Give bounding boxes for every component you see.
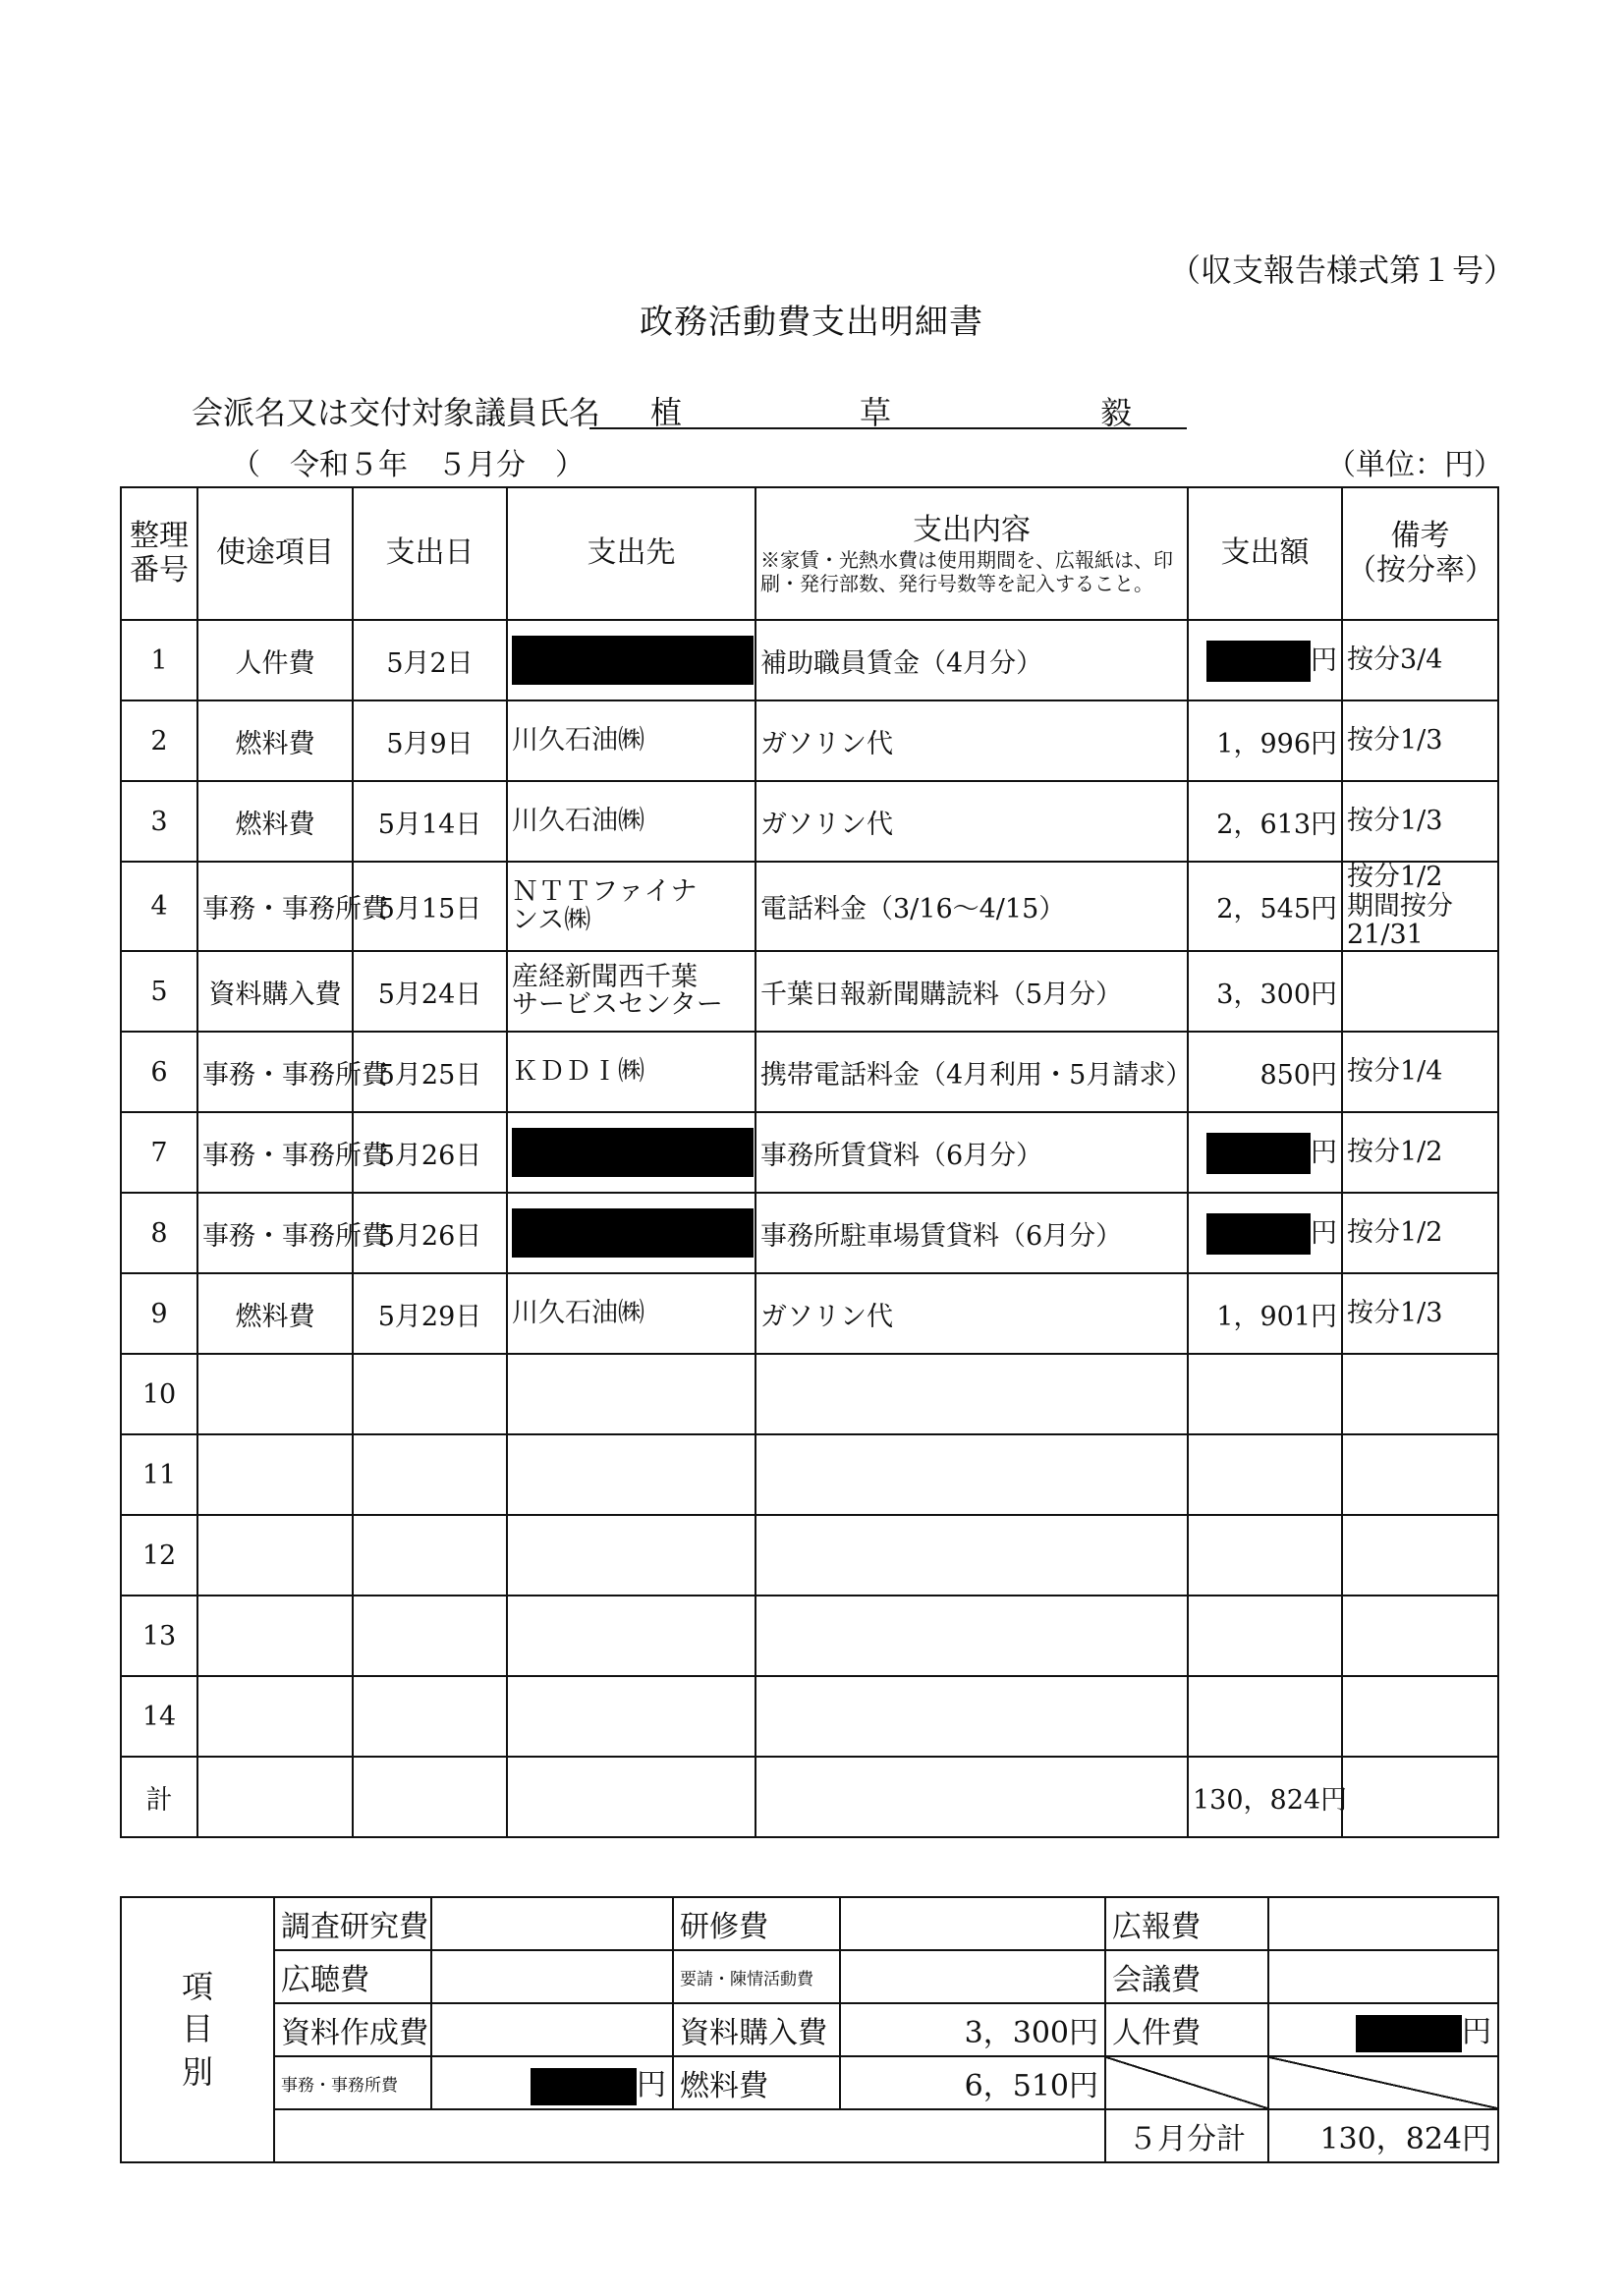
table-row [121, 1032, 1498, 1112]
cat-hearing-label: 広聴費 [274, 1950, 431, 2003]
row-use-category [197, 1676, 353, 1757]
diagonal-cell [1268, 2056, 1498, 2109]
month-total-value: 130，824円 [1268, 2109, 1498, 2162]
row-description: ガソリン代 [756, 781, 1188, 862]
row-amount [1188, 1596, 1342, 1676]
row-number: 4 [121, 862, 197, 951]
row-description: ガソリン代 [756, 700, 1188, 781]
cat-office-unit: 円 [637, 2068, 666, 2102]
category-summary-table [120, 1896, 1499, 2163]
row-use-category: 燃料費 [197, 781, 353, 862]
row-description [756, 1596, 1188, 1676]
row-payee: ＮＴＴファイナ ンス㈱ [507, 862, 756, 951]
row-payee [507, 1354, 756, 1434]
row-description [756, 1676, 1188, 1757]
row-number: 13 [121, 1596, 197, 1676]
cat-meeting-value [1268, 1950, 1498, 2003]
member-label: 会派名又は交付対象議員氏名 [192, 394, 601, 431]
total-amount: 130，824円 [1188, 1757, 1342, 1837]
row-use-category: 事務・事務所費 [197, 862, 353, 951]
row-number: 5 [121, 951, 197, 1032]
table-row [121, 1434, 1498, 1515]
row-use-category [197, 1596, 353, 1676]
redaction-block [1206, 1213, 1311, 1255]
row-amount: 3，300円 [1188, 951, 1342, 1032]
table-header-row [121, 487, 1498, 620]
table-row [121, 620, 1498, 700]
row-amount [1188, 1193, 1342, 1273]
row-date: 5月26日 [353, 1112, 507, 1193]
month-total-label: ５月分計 [1105, 2109, 1268, 2162]
cat-personnel-unit: 円 [1462, 2015, 1491, 2049]
table-row [121, 1596, 1498, 1676]
diagonal-cell [1105, 2056, 1268, 2109]
row-payee: 川久石油㈱ [507, 781, 756, 862]
empty-cell [507, 1757, 756, 1837]
row-use-category: 事務・事務所費 [197, 1193, 353, 1273]
header-use: 使途項目 [197, 487, 353, 620]
total-label: 計 [121, 1757, 197, 1837]
table-row [121, 781, 1498, 862]
document-title: 政務活動費支出明細書 [640, 303, 983, 342]
row-number: 12 [121, 1515, 197, 1596]
cat-petition-label: 要請・陳情活動費 [673, 1950, 840, 2003]
redaction-block [512, 1128, 754, 1177]
row-use-category: 資料購入費 [197, 951, 353, 1032]
row-amount [1188, 1112, 1342, 1193]
row-remarks: 按分1/3 [1342, 1273, 1498, 1354]
row-number: 14 [121, 1676, 197, 1757]
table-row [121, 1354, 1498, 1434]
row-remarks [1342, 1434, 1498, 1515]
row-remarks: 按分3/4 [1342, 620, 1498, 700]
row-number: 3 [121, 781, 197, 862]
member-name-field [589, 388, 1187, 429]
row-number: 9 [121, 1273, 197, 1354]
redaction-block [1206, 641, 1311, 682]
row-date [353, 1515, 507, 1596]
row-payee [507, 1112, 756, 1193]
cat-fuel-label: 燃料費 [673, 2056, 840, 2109]
row-remarks: 按分1/3 [1342, 781, 1498, 862]
row-payee: ＫＤＤＩ㈱ [507, 1032, 756, 1112]
row-number: 10 [121, 1354, 197, 1434]
row-description [756, 1354, 1188, 1434]
row-payee [507, 1434, 756, 1515]
empty-cell [1342, 1757, 1498, 1837]
cat-meeting-label: 会議費 [1105, 1950, 1268, 2003]
table-row [121, 1193, 1498, 1273]
row-description: 千葉日報新聞購読料（5月分） [756, 951, 1188, 1032]
row-amount: 1，996円 [1188, 700, 1342, 781]
row-payee [507, 1676, 756, 1757]
empty-cell [197, 1757, 353, 1837]
table-row [121, 951, 1498, 1032]
cat-fuel-value: 6，510円 [840, 2056, 1105, 2109]
redaction-block [531, 2068, 637, 2105]
header-date: 支出日 [353, 487, 507, 620]
row-payee: 産経新聞西千葉 サービスセンター [507, 951, 756, 1032]
redaction-block [1356, 2015, 1462, 2052]
cat-pr-value [1268, 1897, 1498, 1950]
row-number: 11 [121, 1434, 197, 1515]
empty-cell [756, 1757, 1188, 1837]
row-use-category: 燃料費 [197, 1273, 353, 1354]
row-remarks [1342, 1676, 1498, 1757]
row-remarks: 按分1/2 [1342, 1193, 1498, 1273]
cat-training-value [840, 1897, 1105, 1950]
cat-training-label: 研修費 [673, 1897, 840, 1950]
header-content-title: 支出内容 [913, 512, 1031, 547]
row-description: ガソリン代 [756, 1273, 1188, 1354]
table-row [121, 1273, 1498, 1354]
row-description: 電話料金（3/16～4/15） [756, 862, 1188, 951]
row-description: 事務所賃貸料（6月分） [756, 1112, 1188, 1193]
row-remarks: 按分1/4 [1342, 1032, 1498, 1112]
row-amount: 1，901円 [1188, 1273, 1342, 1354]
row-number: 7 [121, 1112, 197, 1193]
row-remarks: 按分1/2 期間按分21/31 [1342, 862, 1498, 951]
expense-detail-table [120, 486, 1499, 1838]
row-date: 5月29日 [353, 1273, 507, 1354]
row-date: 5月26日 [353, 1193, 507, 1273]
cat-materials-purchase-value: 3，300円 [840, 2003, 1105, 2056]
header-remarks: 備考 （按分率） [1342, 487, 1498, 620]
row-remarks [1342, 951, 1498, 1032]
row-date [353, 1676, 507, 1757]
header-content-note: ※家賃・光熱水費は使用期間を、広報紙は、印刷・発行部数、発行号数等を記入すること。 [760, 547, 1173, 595]
header-amount: 支出額 [1188, 487, 1342, 620]
row-payee [507, 620, 756, 700]
cat-office-label: 事務・事務所費 [274, 2056, 431, 2109]
row-date: 5月2日 [353, 620, 507, 700]
member-name-part-3: 毅 [1100, 394, 1133, 431]
redaction-block [512, 636, 754, 685]
table-row [121, 700, 1498, 781]
row-date: 5月24日 [353, 951, 507, 1032]
header-payee: 支出先 [507, 487, 756, 620]
member-name-part-2: 草 [860, 394, 892, 431]
row-amount [1188, 1676, 1342, 1757]
amount-unit: 円 [1311, 644, 1337, 676]
cat-hearing-value [431, 1950, 673, 2003]
cat-personnel-label: 人件費 [1105, 2003, 1268, 2056]
row-number: 2 [121, 700, 197, 781]
row-use-category [197, 1434, 353, 1515]
form-number: （収支報告様式第１号） [1169, 252, 1516, 289]
empty-cell [353, 1757, 507, 1837]
row-use-category [197, 1515, 353, 1596]
cat-materials-creation-label: 資料作成費 [274, 2003, 431, 2056]
row-amount: 850円 [1188, 1032, 1342, 1112]
row-payee: 川久石油㈱ [507, 1273, 756, 1354]
cat-research-value [431, 1897, 673, 1950]
row-description [756, 1434, 1188, 1515]
row-date: 5月15日 [353, 862, 507, 951]
row-payee [507, 1193, 756, 1273]
row-remarks: 按分1/2 [1342, 1112, 1498, 1193]
row-date: 5月25日 [353, 1032, 507, 1112]
cat-personnel-value [1268, 2003, 1498, 2056]
amount-unit: 円 [1311, 1217, 1337, 1249]
row-remarks [1342, 1596, 1498, 1676]
cat-materials-purchase-label: 資料購入費 [673, 2003, 840, 2056]
row-amount: 2，545円 [1188, 862, 1342, 951]
row-amount [1188, 1515, 1342, 1596]
row-description [756, 1515, 1188, 1596]
table-row [121, 1515, 1498, 1596]
row-date: 5月9日 [353, 700, 507, 781]
row-remarks [1342, 1515, 1498, 1596]
row-use-category [197, 1354, 353, 1434]
redaction-block [512, 1208, 754, 1258]
table-row [121, 862, 1498, 951]
row-date [353, 1434, 507, 1515]
member-name-part-1: 植 [650, 394, 683, 431]
row-number: 1 [121, 620, 197, 700]
row-date [353, 1596, 507, 1676]
row-remarks: 按分1/3 [1342, 700, 1498, 781]
cat-pr-label: 広報費 [1105, 1897, 1268, 1950]
amount-unit: 円 [1311, 1137, 1337, 1168]
header-content [756, 487, 1188, 620]
row-payee [507, 1515, 756, 1596]
row-description: 事務所駐車場賃貸料（6月分） [756, 1193, 1188, 1273]
row-number: 6 [121, 1032, 197, 1112]
row-amount [1188, 1354, 1342, 1434]
row-remarks [1342, 1354, 1498, 1434]
cat-petition-value [840, 1950, 1105, 2003]
row-use-category: 人件費 [197, 620, 353, 700]
unit-label: （単位：円） [1326, 448, 1503, 482]
cat-office-value [431, 2056, 673, 2109]
empty-cell [274, 2109, 1105, 2162]
row-amount [1188, 1434, 1342, 1515]
row-description: 携帯電話料金（4月利用・5月請求） [756, 1032, 1188, 1112]
row-payee [507, 1596, 756, 1676]
table-total-row [121, 1757, 1498, 1837]
cat-materials-creation-value [431, 2003, 673, 2056]
category-side-label: 項 目 別 [121, 1897, 274, 2162]
row-number: 8 [121, 1193, 197, 1273]
table-row [121, 1676, 1498, 1757]
row-use-category: 事務・事務所費 [197, 1032, 353, 1112]
row-date: 5月14日 [353, 781, 507, 862]
row-amount: 2，613円 [1188, 781, 1342, 862]
row-payee: 川久石油㈱ [507, 700, 756, 781]
report-period: （ 令和５年 ５月分 ） [231, 448, 585, 482]
table-row [121, 1112, 1498, 1193]
row-amount [1188, 620, 1342, 700]
header-no: 整理 番号 [121, 487, 197, 620]
cat-research-label: 調査研究費 [274, 1897, 431, 1950]
row-description: 補助職員賃金（4月分） [756, 620, 1188, 700]
row-use-category: 燃料費 [197, 700, 353, 781]
row-date [353, 1354, 507, 1434]
row-use-category: 事務・事務所費 [197, 1112, 353, 1193]
redaction-block [1206, 1133, 1311, 1174]
